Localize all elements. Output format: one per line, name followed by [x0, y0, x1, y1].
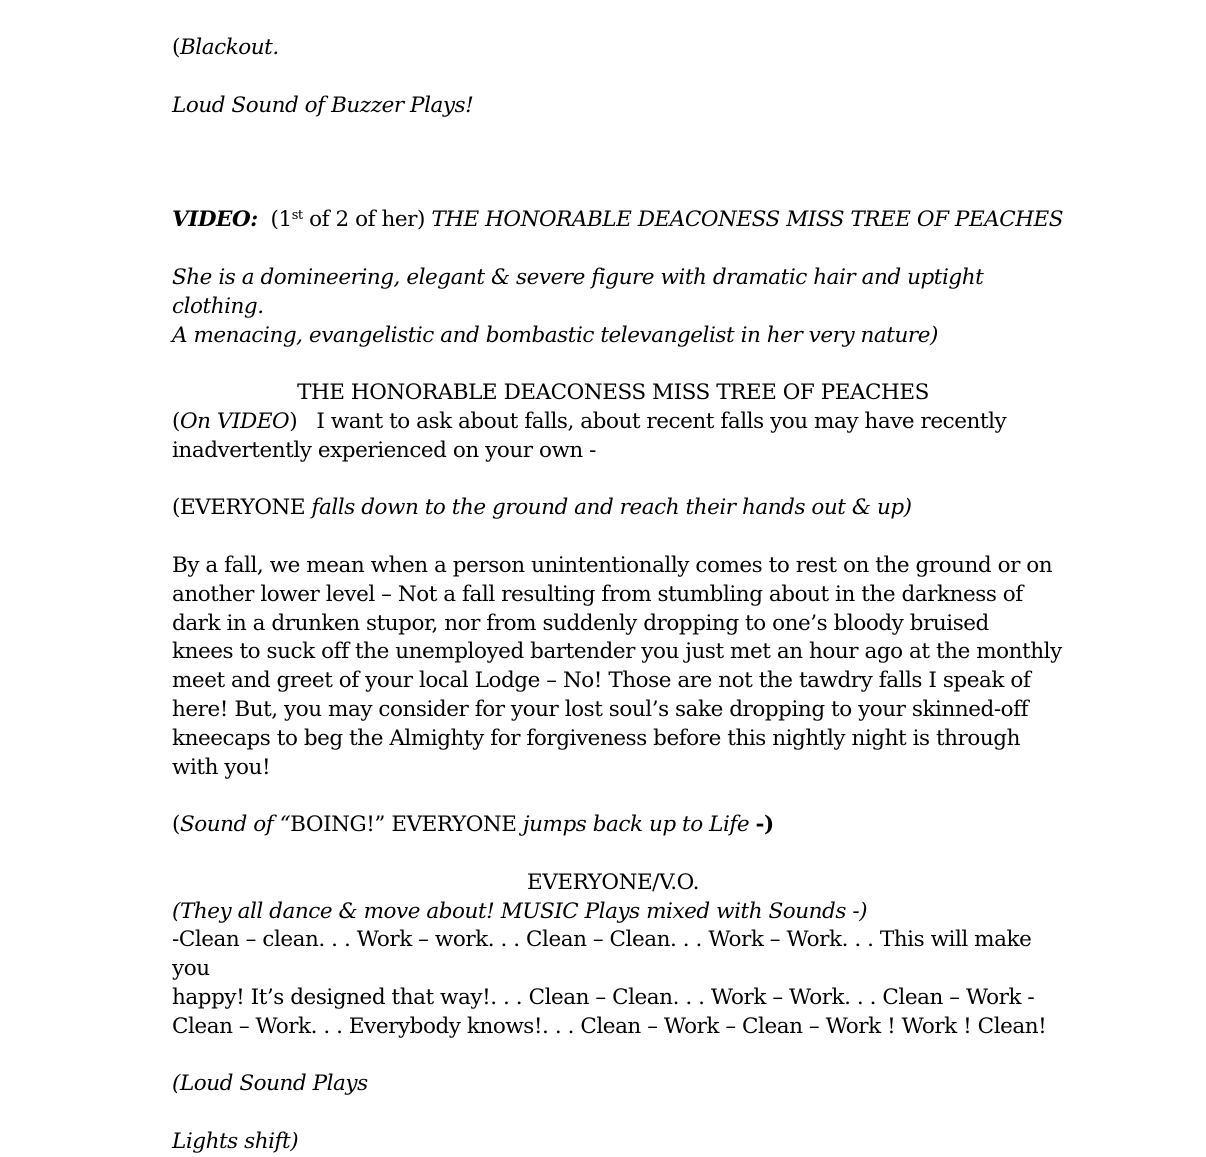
video-cue: [172, 206, 1072, 235]
buzzer-direction: Loud Sound of Buzzer Plays!: [172, 92, 474, 118]
speech1-text-1: I want to ask about falls, about recent falls you may have recently: [316, 408, 1007, 434]
video-count-sup: st: [291, 208, 303, 224]
video-label: VIDEO:: [172, 207, 258, 233]
script-page: [172, 34, 1072, 1157]
monologue-line-3: dark in a drunken stupor, nor from suddenly dropping to one’s bloody bruised: [172, 610, 989, 636]
fall-direction-text: falls down to the ground and reach their hands out & up): [311, 495, 912, 521]
speaker-everyone: EVERYONE/V.O.: [527, 869, 699, 895]
closing-direction-1: (Loud Sound Plays: [172, 1071, 368, 1097]
speech2-direction: (They all dance & move about! MUSIC Plays mixed with Sounds -): [172, 898, 868, 924]
blackout-text: Blackout.: [179, 35, 279, 60]
speaker-deaconess: THE HONORABLE DEACONESS MISS TREE OF PEACHES: [297, 380, 929, 406]
video-count-post: of 2 of her): [302, 207, 425, 233]
boing-direction: [172, 811, 1072, 840]
speech1-paren-open: (: [172, 408, 180, 434]
monologue-line-1: By a fall, we mean when a person unintentionally comes to rest on the ground or on: [172, 552, 1053, 578]
boing-text: BOING!” EVERYONE: [290, 812, 523, 838]
speech2-line-2: happy! It’s designed that way!. . . Clean – Clean. . . Work – Work. . . Clean – Work -: [172, 984, 1035, 1010]
speech1-paren-close: ): [289, 408, 298, 434]
monologue-line-2: another lower level – Not a fall resulting from stumbling about in the darkness of: [172, 581, 1023, 607]
boing-jumps: jumps back up to Life: [522, 812, 756, 838]
video-count-pre: (1: [270, 207, 292, 233]
closing-direction-2: Lights shift): [172, 1128, 299, 1154]
speech2-line-1: -Clean – clean. . . Work – work. . . Clean – Clean. . . Work – Work. . . This will make you: [172, 927, 1032, 982]
boing-sound-of: Sound of “: [179, 812, 291, 838]
description-line-2: A menacing, evangelistic and bombastic televangelist in her very nature): [172, 322, 938, 348]
paren-open: (: [172, 35, 180, 60]
monologue-line-8: with you!: [172, 754, 271, 780]
fall-direction: [172, 494, 1072, 523]
boing-open: (: [172, 812, 180, 838]
fall-direction-open: (EVERYONE: [172, 495, 312, 521]
speech1-line-2: inadvertently experienced on your own -: [172, 437, 596, 463]
description-line-1: She is a domineering, elegant & severe figure with dramatic hair and uptight clothing.: [172, 264, 984, 319]
monologue-line-4: knees to suck off the unemployed bartender you just met an hour ago at the monthly: [172, 639, 1062, 665]
monologue-line-5: meet and greet of your local Lodge – No! Those are not the tawdry falls I speak of: [172, 668, 1031, 694]
speech1-paren-text: On VIDEO: [179, 408, 290, 434]
blackout-direction: [172, 34, 1072, 63]
video-character: THE HONORABLE DEACONESS MISS TREE OF PEACHES: [431, 207, 1064, 233]
speech1-line-1: [172, 408, 1072, 437]
speech2-line-3: Clean – Work. . . Everybody knows!. . . Clean – Work – Clean – Work ! Work ! Clean!: [172, 1013, 1047, 1039]
monologue-line-7: kneecaps to beg the Almighty for forgiveness before this nightly night is through: [172, 725, 1020, 751]
monologue-line-6: here! But, you may consider for your lost soul’s sake dropping to your skinned-off: [172, 696, 1029, 722]
boing-close: -): [755, 812, 774, 838]
